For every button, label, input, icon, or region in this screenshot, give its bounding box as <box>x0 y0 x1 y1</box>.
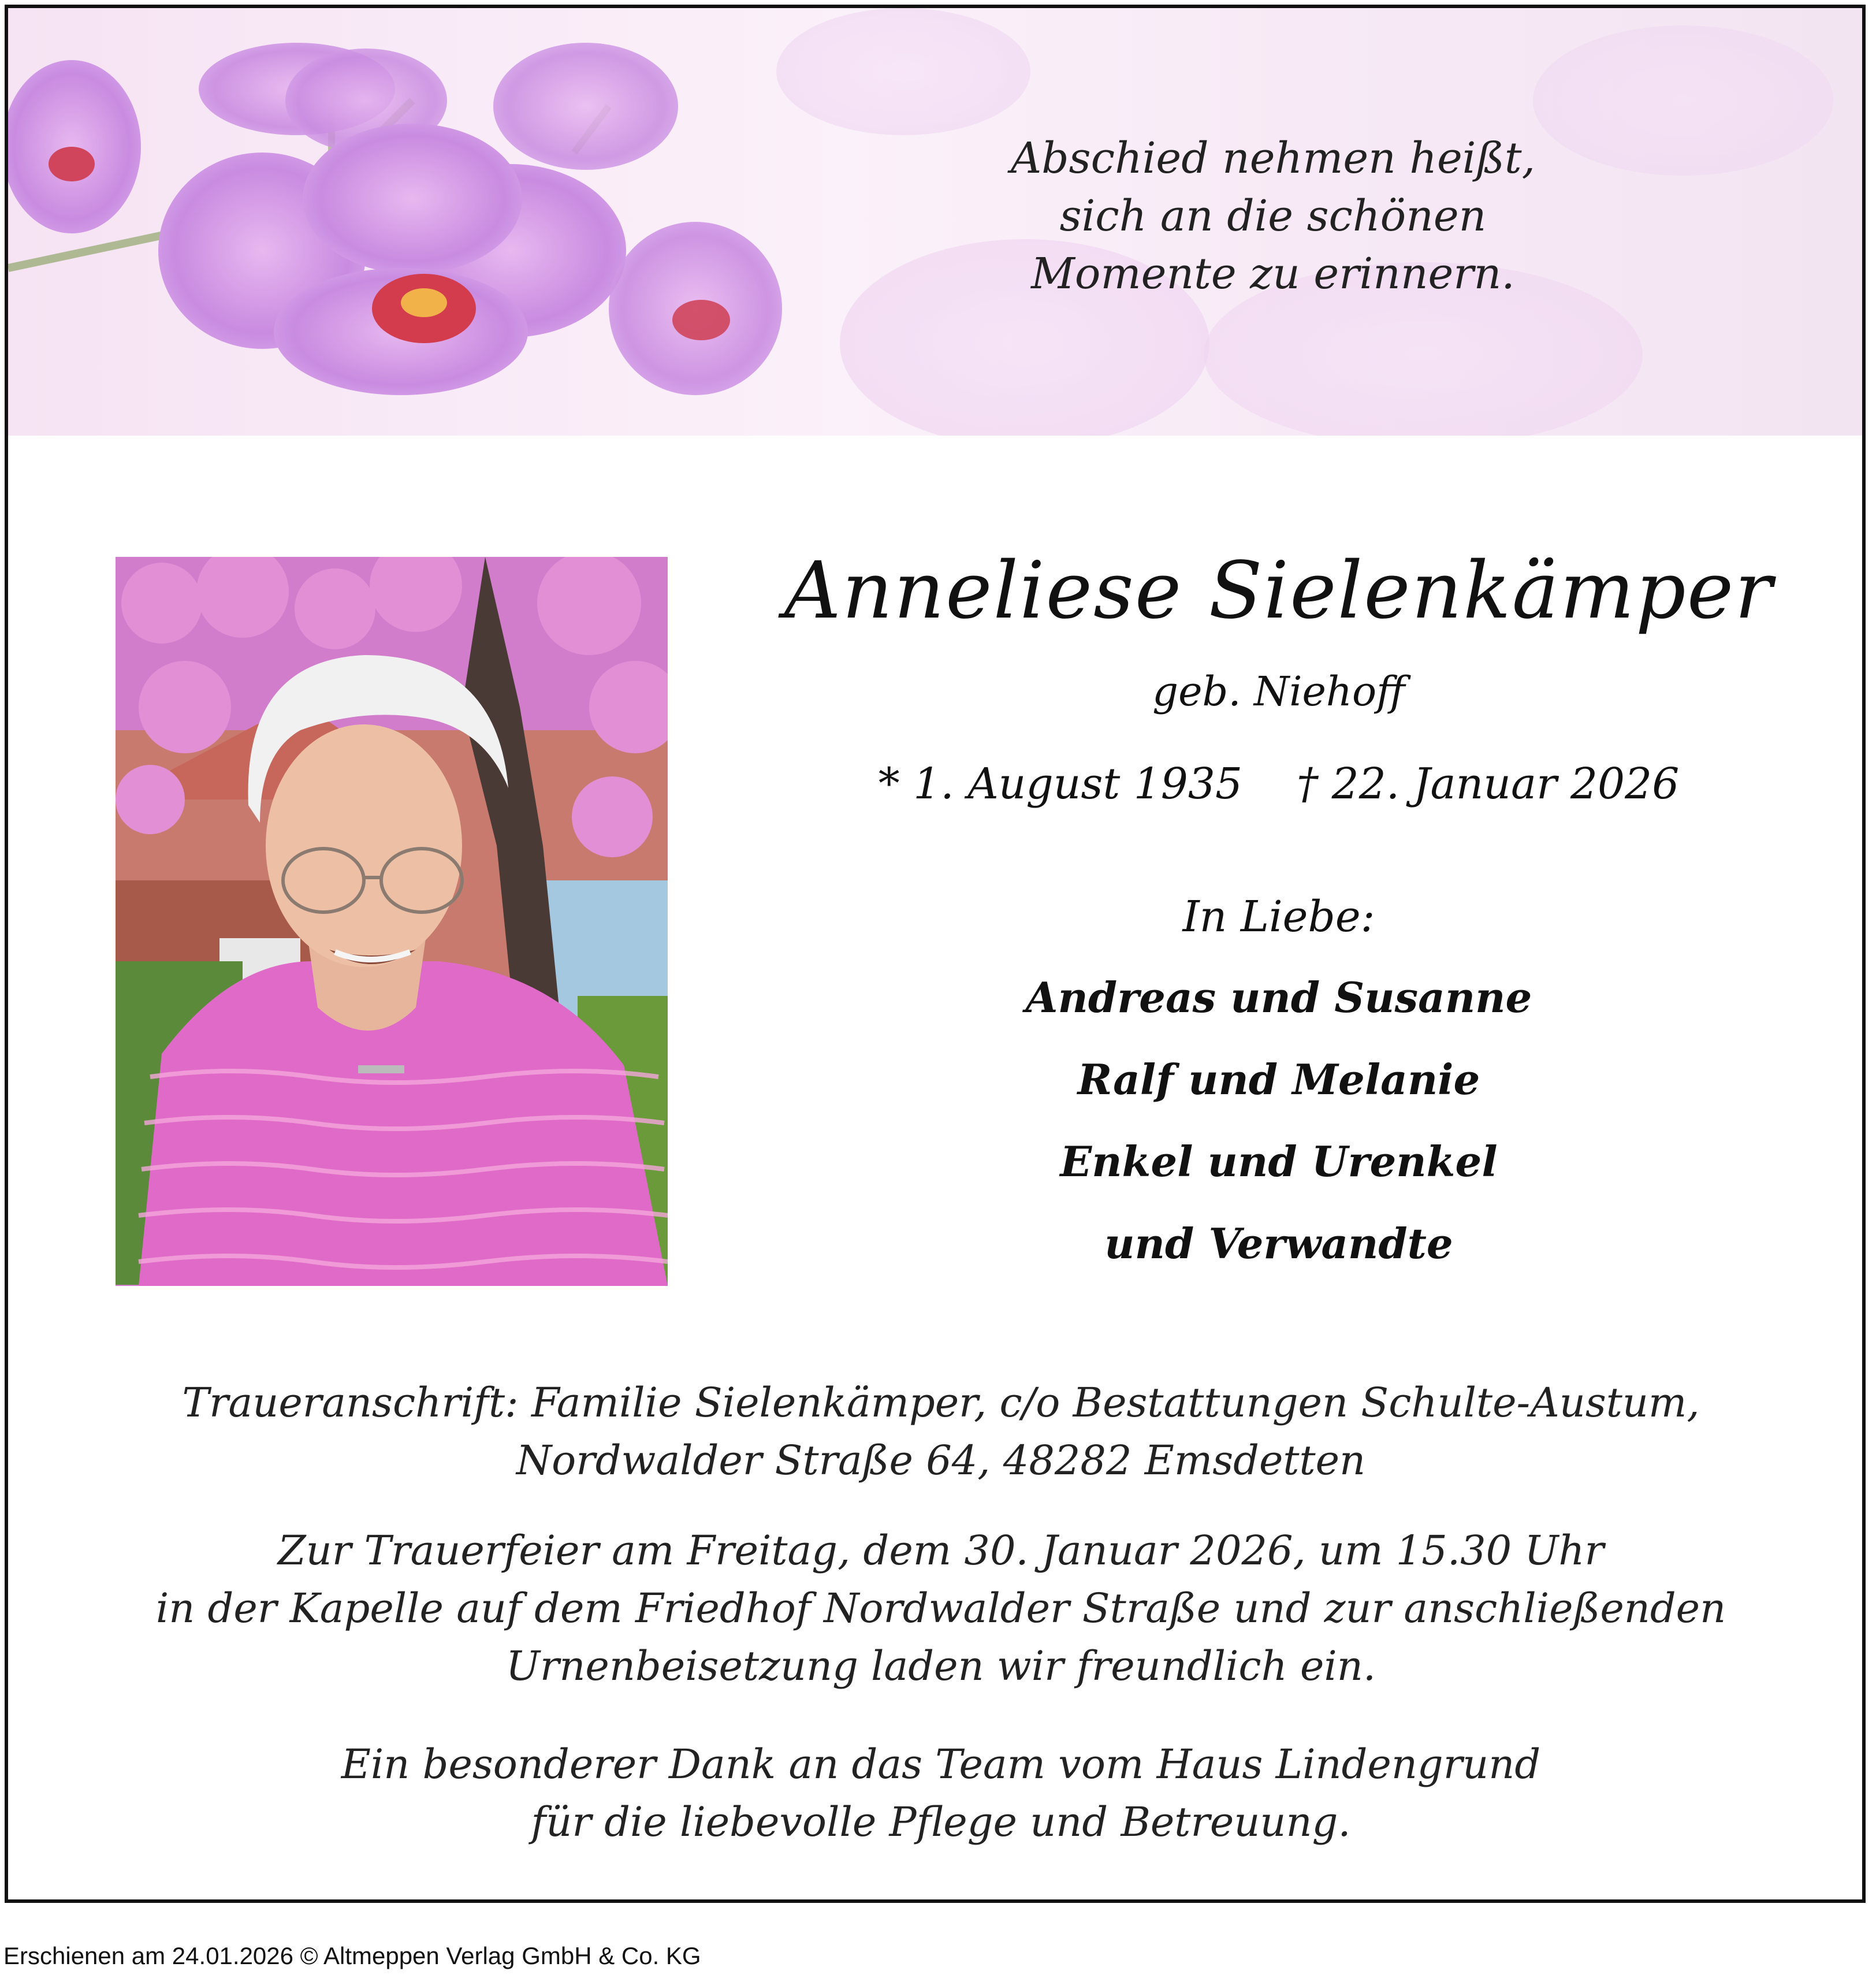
quote-line: Abschied nehmen heißt, <box>1010 133 1536 183</box>
portrait-photo <box>116 557 668 1286</box>
family-member: Ralf und Melanie <box>1077 1055 1480 1104</box>
ceremony-line: in der Kapelle auf dem Friedhof Nordwalder Straße und zur anschließenden <box>155 1585 1726 1632</box>
address-line: Traueranschrift: Familie Sielenkämper, c/o Bestattungen Schulte-Austum, <box>182 1379 1700 1426</box>
thanks-line: für die liebevolle Pflege und Betreuung. <box>531 1798 1351 1846</box>
birth-date: * 1. August 1935 <box>878 759 1243 809</box>
quote-line: sich an die schönen <box>1059 191 1487 241</box>
address-line: Nordwalder Straße 64, 48282 Emsdetten <box>516 1437 1366 1484</box>
obituary-frame <box>5 5 1866 1903</box>
death-date: † 22. Januar 2026 <box>1297 759 1680 809</box>
in-love-label: In Liebe: <box>1182 892 1375 942</box>
family-member: Enkel und Urenkel <box>1060 1137 1498 1186</box>
family-member: Andreas und Susanne <box>1025 973 1532 1022</box>
family-member: und Verwandte <box>1104 1219 1453 1268</box>
quote-line: Momente zu erinnern. <box>1031 249 1515 299</box>
thanks-note <box>77 1735 1804 1851</box>
ceremony-info <box>77 1522 1804 1695</box>
deceased-name: Anneliese Sielenkämper <box>784 545 1774 637</box>
maiden-name: geb. Niehoff <box>1152 668 1405 715</box>
orchid-banner <box>8 8 1862 436</box>
ceremony-line: Urnenbeisetzung laden wir freundlich ein. <box>505 1642 1376 1690</box>
quote <box>805 129 1741 303</box>
thanks-line: Ein besonderer Dank an das Team vom Haus Lindengrund <box>341 1741 1541 1788</box>
life-dates <box>770 759 1787 809</box>
publication-footer: Erschienen am 24.01.2026 © Altmeppen Verlag GmbH & Co. KG <box>3 1942 701 1969</box>
ceremony-line: Zur Trauerfeier am Freitag, dem 30. Januar 2026, um 15.30 Uhr <box>278 1527 1604 1574</box>
mourning-address <box>77 1374 1804 1489</box>
